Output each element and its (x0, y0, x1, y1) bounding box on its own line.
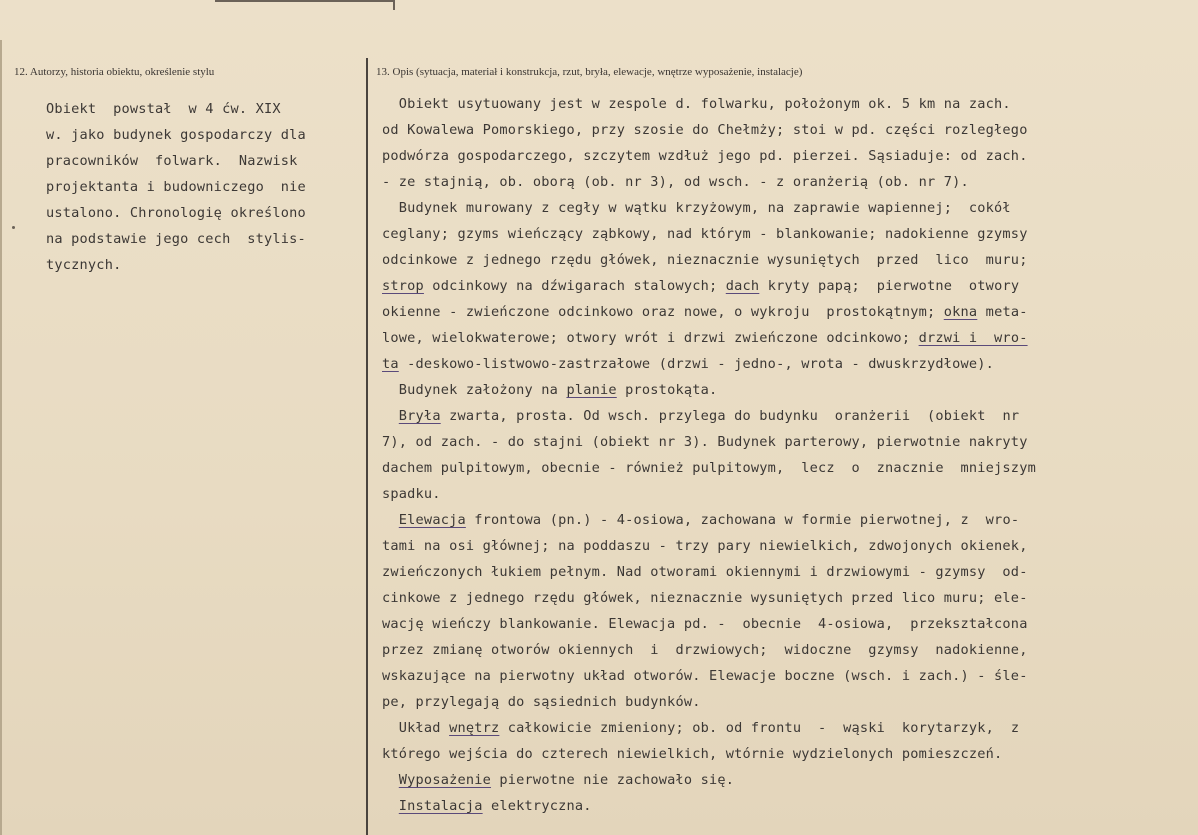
text-segment: od Kowalewa Pomorskiego, przy szosie do Chełmży; stoi w pd. części rozległego (382, 122, 1028, 138)
text-segment: wskazujące na pierwotny układ otworów. Elewacje boczne (wsch. i zach.) - śle- (382, 668, 1028, 684)
text-line (382, 715, 1154, 741)
section-13-text (382, 91, 1154, 819)
text-segment: Budynek murowany z cegły w wątku krzyżowym, na zaprawie wapiennej; cokół (382, 200, 1011, 216)
text-segment (382, 512, 399, 528)
text-segment: zwarta, prosta. Od wsch. przylega do budynku oranżerii (obiekt nr (440, 408, 1020, 424)
text-line (382, 481, 1154, 507)
text-line: na podstawie jego cech stylis- (46, 231, 306, 247)
text-segment (382, 798, 399, 814)
text-segment: 7), od zach. - do stajni (obiekt nr 3). Budynek parterowy, pierwotnie nakryty (382, 434, 1028, 450)
text-line (382, 793, 1154, 819)
text-segment: spadku. (382, 486, 441, 502)
text-segment: lowe, wielokwaterowe; otwory wrót i drzwi zwieńczone odcinkowo; (382, 330, 919, 346)
text-line (382, 91, 1154, 117)
text-segment: prostokąta. (616, 382, 718, 398)
text-line: ustalono. Chronologię określono (46, 205, 306, 221)
text-line (382, 195, 1154, 221)
text-segment: okienne - zwieńczone odcinkowo oraz nowe, o wykroju prostokątnym; (382, 304, 944, 320)
text-segment: przez zmianę otworów okiennych i drzwiowych; widoczne gzymsy nadokienne, (382, 642, 1028, 658)
text-segment (382, 772, 399, 788)
text-segment: zwieńczonych łukiem pełnym. Nad otworami okiennymi i drzwiowymi - gzymsy od- (382, 564, 1028, 580)
text-segment: dachem pulpitowym, obecnie - również pulpitowym, lecz o znacznie mniejszym (382, 460, 1036, 476)
text-line (382, 637, 1154, 663)
underlined-term: Instalacja (398, 798, 483, 814)
text-segment (382, 408, 399, 424)
underlined-term: Bryła (398, 408, 441, 424)
text-segment: ceglany; gzyms wieńczący ząbkowy, nad którym - blankowanie; nadokienne gzymsy (382, 226, 1028, 242)
text-line (382, 351, 1154, 377)
text-line (382, 455, 1154, 481)
text-segment: -deskowo-listwowo-zastrzałowe (drzwi - jedno-, wrota - dwuskrzydłowe). (398, 356, 995, 372)
text-segment: cinkowe z jednego rzędu główek, nieznacznie wysuniętych przed lico muru; ele- (382, 590, 1028, 606)
text-line (382, 533, 1154, 559)
text-segment: odcinkowy na dźwigarach stalowych; (423, 278, 726, 294)
text-line (382, 689, 1154, 715)
text-line (382, 247, 1154, 273)
text-segment: pierwotne nie zachowało się. (491, 772, 735, 788)
ink-dot (12, 226, 15, 229)
text-segment: całkowicie zmieniony; ob. od frontu - wąski korytarzyk, z (499, 720, 1020, 736)
text-segment: wację wieńczy blankowanie. Elewacja pd. - obecnie 4-osiowa, przekształcona (382, 616, 1028, 632)
text-line (382, 377, 1154, 403)
text-line (382, 143, 1154, 169)
text-segment: Układ (382, 720, 450, 736)
text-line (382, 663, 1154, 689)
text-line (382, 559, 1154, 585)
text-segment: pe, przylegają do sąsiednich budynków. (382, 694, 701, 710)
text-line (382, 117, 1154, 143)
text-line (382, 507, 1154, 533)
text-segment: podwórza gospodarczego, szczytem wzdłuż jego pd. pierzei. Sąsiaduje: od zach. (382, 148, 1028, 164)
underlined-term: Elewacja (398, 512, 466, 528)
left-edge-line (0, 40, 2, 835)
text-line: tycznych. (46, 257, 122, 273)
text-line (382, 585, 1154, 611)
text-line (382, 299, 1154, 325)
text-segment: Obiekt usytuowany jest w zespole d. folwarku, położonym ok. 5 km na zach. (382, 96, 1011, 112)
text-line: w. jako budynek gospodarczy dla (46, 127, 306, 143)
text-segment: tami na osi głównej; na poddaszu - trzy pary niewielkich, zdwojonych okienek, (382, 538, 1028, 554)
underlined-term: dach (725, 278, 760, 294)
text-line (382, 221, 1154, 247)
text-segment: frontowa (pn.) - 4-osiowa, zachowana w formie pierwotnej, z wro- (465, 512, 1020, 528)
underlined-term: planie (566, 382, 617, 398)
column-divider (366, 58, 368, 835)
text-line: Obiekt powstał w 4 ćw. XIX (46, 101, 281, 117)
underlined-term: Wyposażenie (398, 772, 492, 788)
text-line (382, 169, 1154, 195)
text-line (382, 273, 1154, 299)
text-segment: meta- (977, 304, 1028, 320)
text-line (382, 741, 1154, 767)
underlined-term: drzwi i wro- (918, 330, 1028, 346)
underlined-term: ta (382, 356, 399, 372)
section-12-text (46, 96, 362, 278)
underlined-term: okna (943, 304, 978, 320)
text-segment: elektryczna. (482, 798, 592, 814)
text-segment: kryty papą; pierwotne otwory (759, 278, 1020, 294)
text-segment: - ze stajnią, ob. oborą (ob. nr 3), od wsch. - z oranżerią (ob. nr 7). (382, 174, 969, 190)
text-segment: odcinkowe z jednego rzędu główek, nieznacznie wysuniętych przed lico muru; (382, 252, 1028, 268)
text-line (382, 403, 1154, 429)
section-13-heading: 13. Opis (sytuacja, materiał i konstrukcja, rzut, bryła, elewacje, wnętrze wyposażenie, instalacje) (376, 66, 803, 78)
section-12-heading: 12. Autorzy, historia obiektu, określenie stylu (14, 66, 215, 78)
text-line (382, 611, 1154, 637)
text-segment: Budynek założony na (382, 382, 567, 398)
text-segment: którego wejścia do czterech niewielkich, wtórnie wydzielonych pomieszczeń. (382, 746, 1003, 762)
text-line (382, 429, 1154, 455)
underlined-term: strop (382, 278, 424, 294)
text-line: pracowników folwark. Nazwisk (46, 153, 298, 169)
text-line (382, 767, 1154, 793)
text-line (382, 325, 1154, 351)
underlined-term: wnętrz (449, 720, 500, 736)
top-rule (215, 0, 395, 8)
text-line: projektanta i budowniczego nie (46, 179, 306, 195)
